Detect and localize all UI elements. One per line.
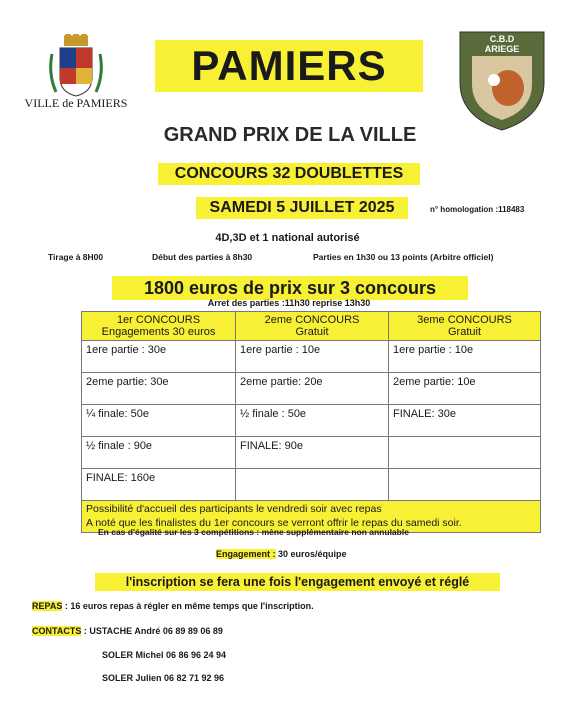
- header-1-line2: Engagements 30 euros: [101, 326, 216, 338]
- homologation-number: n° homologation :118483: [430, 205, 525, 214]
- table-cell: FINALE: 30e: [389, 405, 541, 437]
- contact-1: : USTACHE André 06 89 89 06 89: [81, 626, 223, 636]
- tiebreak-rule: En cas d'égalité sur les 3 compétitions : mène supplémentaire non annulable: [98, 527, 409, 537]
- club-logo-top: C.B.D: [489, 34, 515, 44]
- prize-table: [81, 311, 541, 533]
- contacts-label: CONTACTS: [32, 626, 82, 636]
- game-format: Parties en 1h30 ou 13 points (Arbitre officiel): [313, 252, 494, 262]
- table-cell: FINALE: 160e: [82, 469, 236, 501]
- table-header-3: [389, 312, 541, 341]
- table-header-row: [82, 312, 541, 341]
- table-cell: [389, 437, 541, 469]
- note-line-1: Possibilité d'accueil des participants le vendredi soir avec repas: [86, 503, 382, 515]
- event-subtitle: GRAND PRIX DE LA VILLE: [163, 124, 417, 146]
- contact-2: SOLER Michel 06 86 96 24 94: [102, 650, 227, 660]
- table-cell: ½ finale : 50e: [236, 405, 389, 437]
- engagement-label: Engagement :: [216, 549, 276, 559]
- table-cell: 2eme partie: 30e: [82, 373, 236, 405]
- start-time: Début des parties à 8h30: [152, 252, 253, 262]
- table-header-2: [236, 312, 389, 341]
- table-cell: FINALE: 90e: [236, 437, 389, 469]
- table-row: [82, 341, 541, 373]
- table-cell: ½ finale : 90e: [82, 437, 236, 469]
- prize-headline: 1800 euros de prix sur 3 concours: [112, 276, 468, 300]
- repas-text: : 16 euros repas à régler en même temps que l'inscription.: [62, 601, 314, 611]
- city-crest-icon: [22, 34, 130, 130]
- repas-info: [32, 601, 314, 611]
- concours-title: CONCOURS 32 DOUBLETTES: [158, 163, 420, 185]
- header-2-line2: Gratuit: [295, 326, 329, 338]
- header-3-line2: Gratuit: [447, 326, 481, 338]
- header-1-line1: 1er CONCOURS: [116, 314, 201, 326]
- table-cell: 2eme partie: 10e: [389, 373, 541, 405]
- table-cell: 1ere partie : 30e: [82, 341, 236, 373]
- header-2-line1: 2eme CONCOURS: [264, 314, 360, 326]
- table-cell: 2eme partie: 20e: [236, 373, 389, 405]
- table-row: [82, 437, 541, 469]
- engagement-info: [216, 549, 347, 559]
- table-row: [82, 469, 541, 501]
- inscription-notice: l'inscription se fera une fois l'engagement envoyé et réglé: [95, 573, 500, 591]
- table-cell: 1ere partie : 10e: [236, 341, 389, 373]
- repas-label: REPAS: [32, 601, 63, 611]
- table-cell: [389, 469, 541, 501]
- event-date: SAMEDI 5 JUILLET 2025: [196, 197, 408, 219]
- club-logo-name: ARIEGE: [484, 44, 520, 54]
- club-logo-icon: [456, 22, 548, 132]
- table-header-1: [82, 312, 236, 341]
- draw-time: Tirage à 8H00: [48, 252, 104, 262]
- table-cell: 1ere partie : 10e: [389, 341, 541, 373]
- city-logo-label: VILLE de PAMIERS: [24, 96, 128, 110]
- header-3-line1: 3eme CONCOURS: [417, 314, 512, 326]
- table-cell: [236, 469, 389, 501]
- table-row: [82, 373, 541, 405]
- note-line-2: A noté que les finalistes du 1er concours se verront offrir le repas du samedi soir.: [86, 517, 462, 529]
- table-row: [82, 405, 541, 437]
- engagement-value: 30 euros/équipe: [275, 549, 347, 559]
- break-schedule: Arret des parties :11h30 reprise 13h30: [207, 298, 371, 308]
- table-cell: ¼ finale: 50e: [82, 405, 236, 437]
- page-title: PAMIERS: [155, 40, 423, 92]
- authorized-players: 4D,3D et 1 national autorisé: [215, 232, 360, 244]
- contact-3: SOLER Julien 06 82 71 92 96: [102, 673, 225, 683]
- contacts-info: [32, 626, 223, 636]
